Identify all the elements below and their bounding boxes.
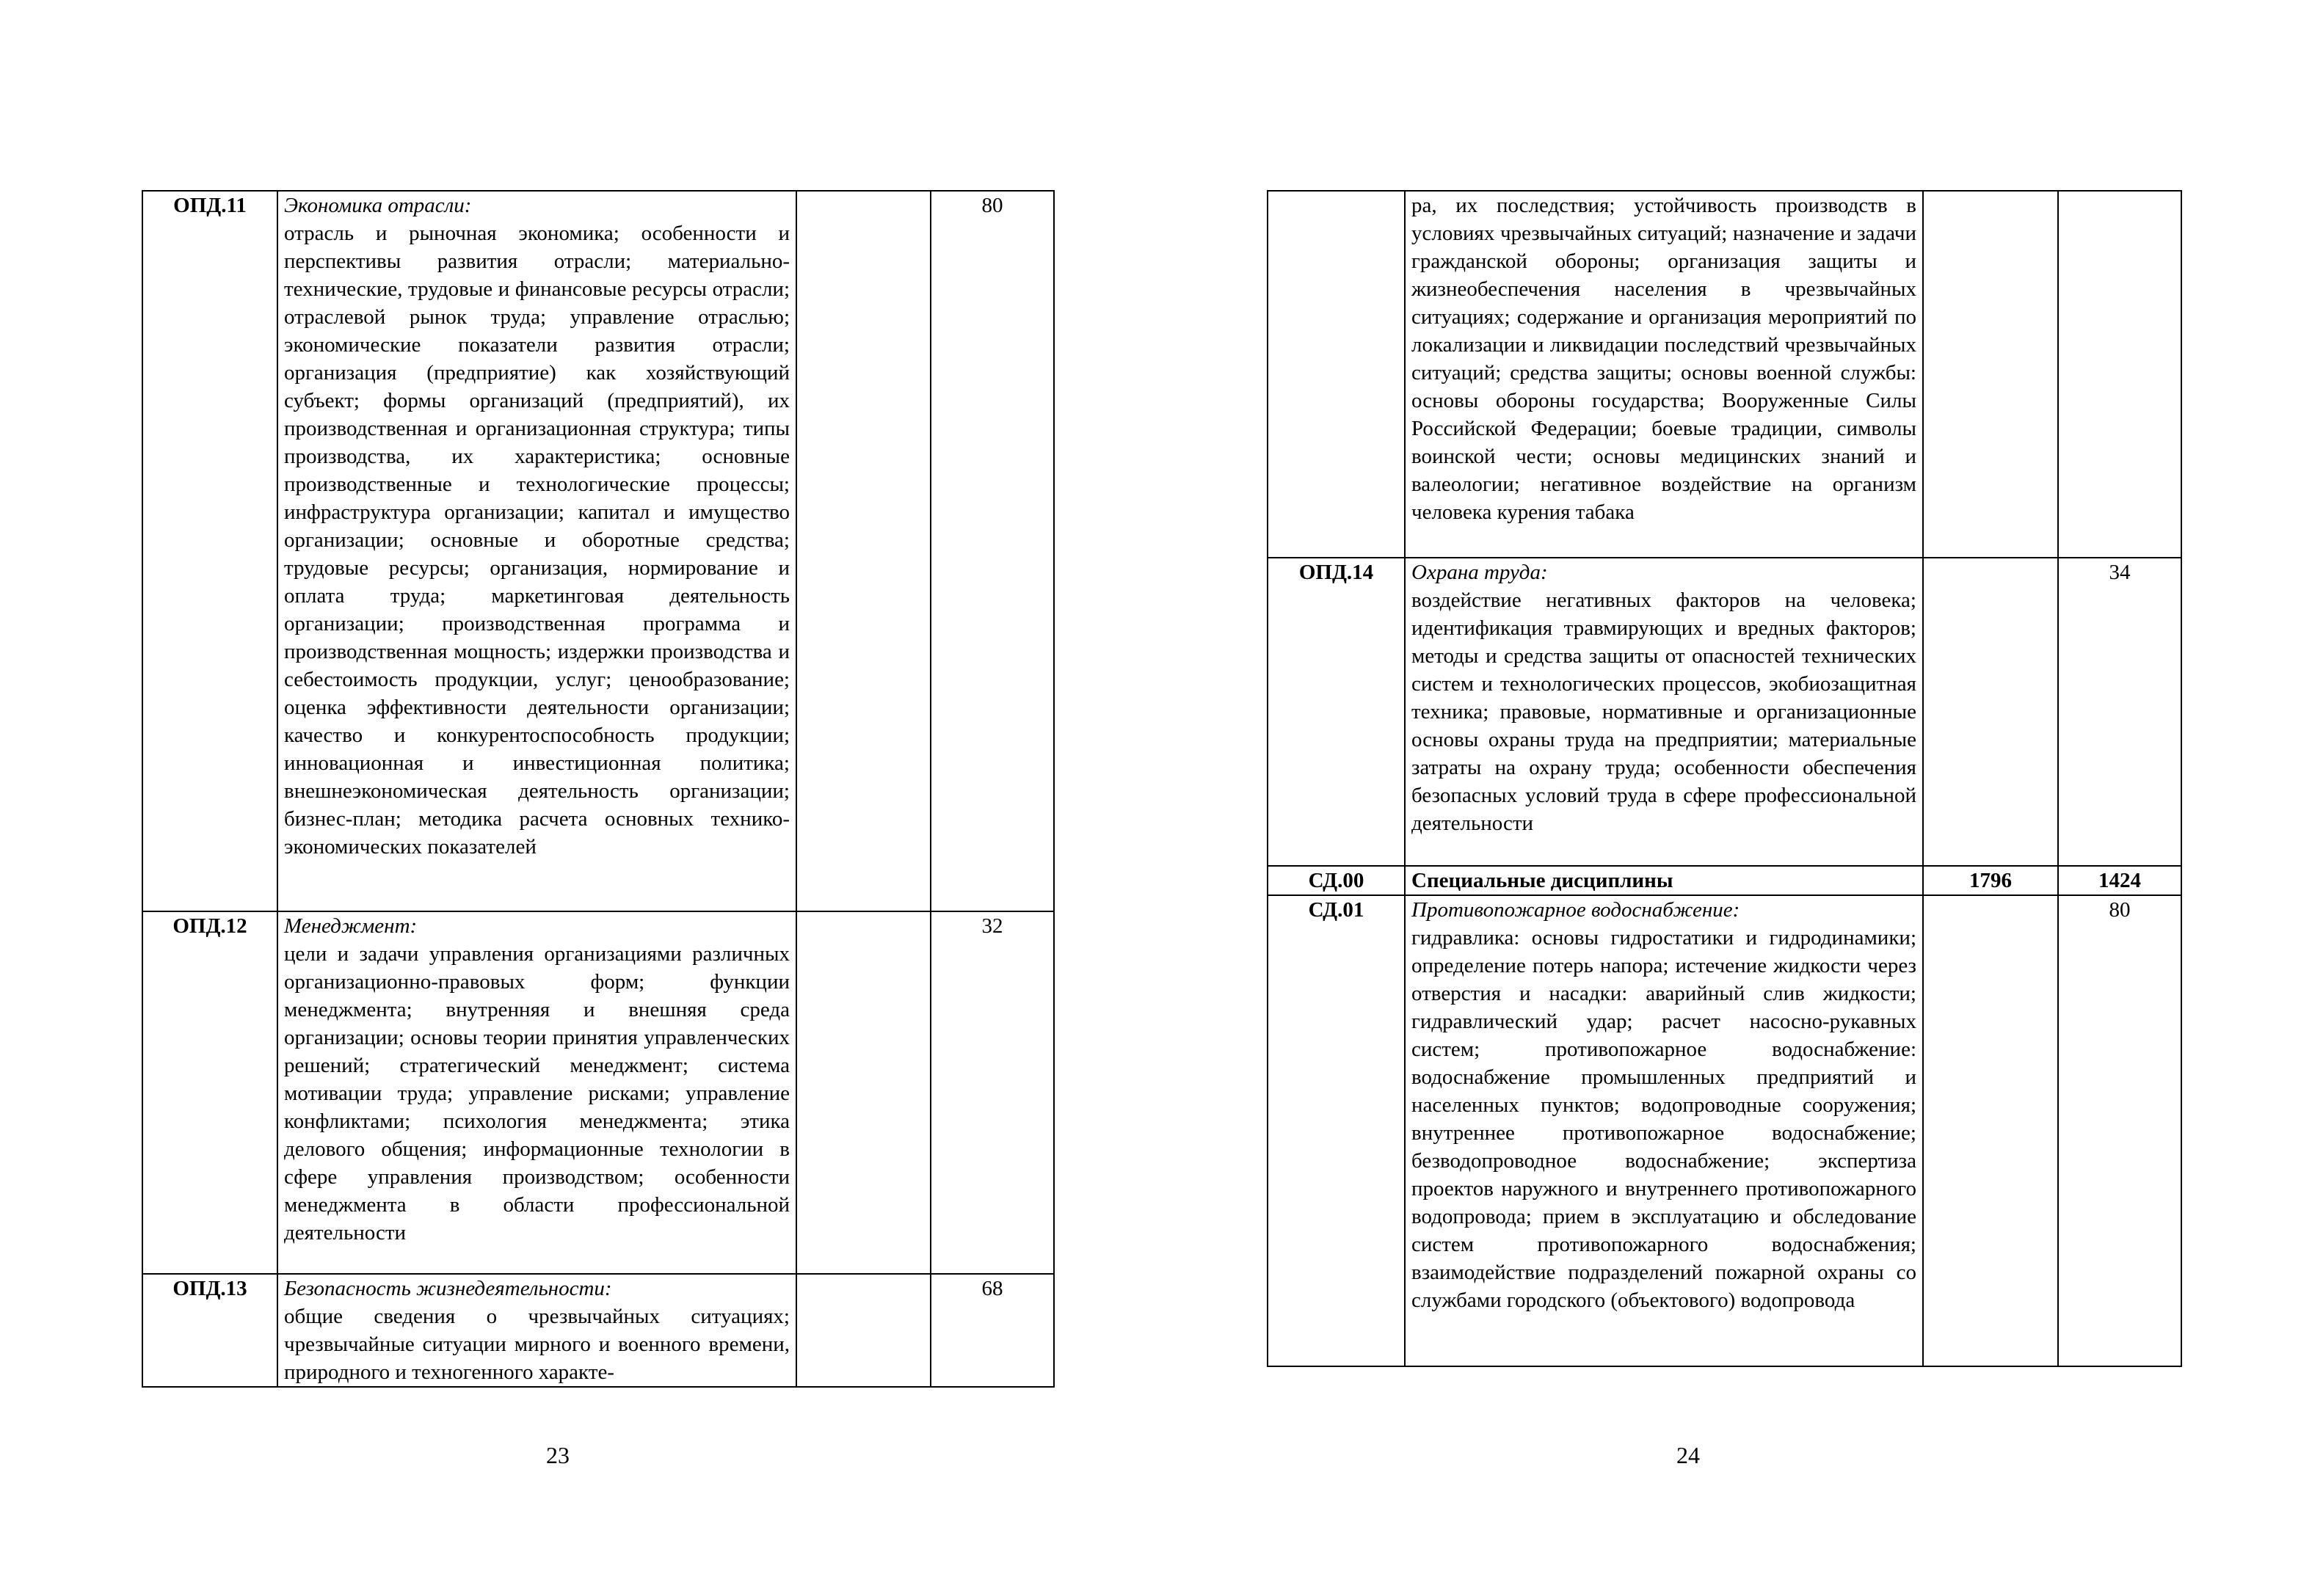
discipline-title: Безопасность жизнедеятельности: <box>284 1277 612 1300</box>
discipline-code: ОПД.12 <box>142 911 277 1274</box>
discipline-code: ОПД.13 <box>142 1274 277 1387</box>
discipline-description: ра, их последствия; устойчивость производств в условиях чрезвычайных ситуаций; назначение и задачи гражданской обороны; организация защиты и жизнеобеспечения населения в чрезвычайных ситуациях; содержание и организация мероприятий по локализации и ликвидации последствий чрезвычайных ситуаций; средства защиты; основы военной службы: основы обороны государства; Вооруженные Силы Российской Федерации; боевые традиции, символы воинской чести; основы медицинских знаний и валеологии; негативное воздействие на организм человека курения табака <box>1411 194 1916 524</box>
page-number: 23 <box>546 1442 570 1468</box>
max-hours <box>796 191 931 911</box>
table-row <box>1268 191 2181 558</box>
hours: 32 <box>931 911 1054 1274</box>
max-hours: 1796 <box>1923 866 2058 895</box>
curriculum-table-left <box>142 190 1055 1388</box>
discipline-code: ОПД.11 <box>142 191 277 911</box>
discipline-content <box>277 1274 796 1387</box>
hours: 80 <box>931 191 1054 911</box>
max-hours <box>796 1274 931 1387</box>
discipline-description: воздействие негативных факторов на человека; идентификация травмирующих и вредных факторов; методы и средства защиты от опасностей технических систем и технологических процессов, экобиозащитная техника; правовые, нормативные и организационные основы охраны труда на предприятии; материальные затраты на охрану труда; особенности обеспечения безопасных условий труда в сфере профессиональной деятельности <box>1411 589 1916 835</box>
max-hours <box>1923 895 2058 1366</box>
max-hours <box>1923 191 2058 558</box>
table-row-section-total <box>1268 866 2181 895</box>
discipline-title: Охрана труда: <box>1411 561 1548 584</box>
table-row <box>142 1274 1054 1387</box>
discipline-content <box>277 191 796 911</box>
discipline-content <box>1405 895 1923 1366</box>
table-row <box>1268 895 2181 1366</box>
hours: 34 <box>2058 558 2181 866</box>
discipline-title: Экономика отрасли: <box>284 194 472 217</box>
discipline-content <box>1405 558 1923 866</box>
discipline-code <box>1268 191 1405 558</box>
discipline-title: Противопожарное водоснабжение: <box>1411 898 1740 922</box>
discipline-description: общие сведения о чрезвычайных ситуациях; чрезвычайные ситуации мирного и военного времени, природного и техногенного характе- <box>284 1305 790 1384</box>
discipline-code: СД.01 <box>1268 895 1405 1366</box>
discipline-description: гидравлика: основы гидростатики и гидродинамики; определение потерь напора; истечение жидкости через отверстия и насадки: аварийный слив жидкости; гидравлический удар; расчет насосно-рукавных систем; противопожарное водоснабжение: водоснабжение промышленных предприятий и населенных пунктов; водопроводные сооружения; внутреннее противопожарное водоснабжение; безводопроводное водоснабжение; экспертиза проектов наружного и внутреннего противопожарного водопровода; прием в эксплуатацию и обследование систем противопожарного водоснабжения; взаимодействие подразделений пожарной охраны со службами городского (объектового) водопровода <box>1411 926 1916 1312</box>
discipline-content <box>1405 191 1923 558</box>
discipline-description: цели и задачи управления организациями различных организационно-правовых форм; функции менеджмента; внутренняя и внешняя среда организации; основы теории принятия управленческих решений; стратегический менеджмент; система мотивации труда; управление рисками; управление конфликтами; психология менеджмента; этика делового общения; информационные технологии в сфере управления производством; особенности менеджмента в области профессиональной деятельности <box>284 942 790 1245</box>
discipline-content <box>277 911 796 1274</box>
right-page <box>1156 0 2312 1596</box>
max-hours <box>1923 558 2058 866</box>
page-number: 24 <box>1676 1442 1700 1468</box>
discipline-code: ОПД.14 <box>1268 558 1405 866</box>
max-hours <box>796 911 931 1274</box>
table-row <box>1268 558 2181 866</box>
discipline-title: Менеджмент: <box>284 914 418 938</box>
section-title: Специальные дисциплины <box>1411 869 1673 892</box>
curriculum-table-right <box>1267 190 2182 1367</box>
hours: 1424 <box>2058 866 2181 895</box>
discipline-description: отрасль и рыночная экономика; особенности и перспективы развития отрасли; материально-технические, трудовые и финансовые ресурсы отрасли; отраслевой рынок труда; управление отраслью; экономические показатели развития отрасли; организация (предприятие) как хозяйствующий субъект; формы организаций (предприятий), их производственная и организационная структура; типы производства, их характеристика; основные производственные и технологические процессы; инфраструктура организации; капитал и имущество организации; основные и оборотные средства; трудовые ресурсы; организация, нормирование и оплата труда; маркетинговая деятельность организации; производственная программа и производственная мощность; издержки производства и себестоимость продукции, услуг; ценообразование; оценка эффективности деятельности организации; качество и конкурентоспособность продукции; инновационная и инвестиционная политика; внешнеэкономическая деятельность организации; бизнес-план; методика расчета основных технико-экономических показателей <box>284 222 790 859</box>
hours: 80 <box>2058 895 2181 1366</box>
table-row <box>142 911 1054 1274</box>
table-row <box>142 191 1054 911</box>
discipline-code: СД.00 <box>1268 866 1405 895</box>
hours: 68 <box>931 1274 1054 1387</box>
hours <box>2058 191 2181 558</box>
discipline-content <box>1405 866 1923 895</box>
